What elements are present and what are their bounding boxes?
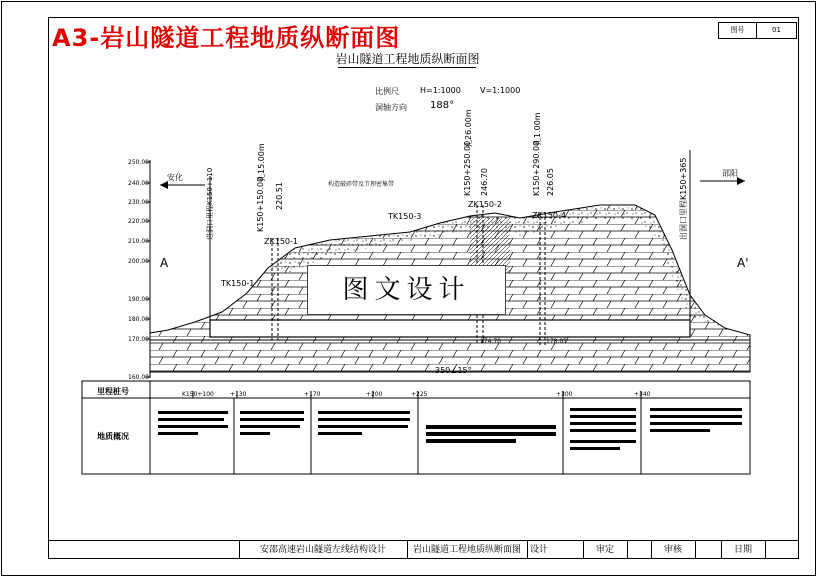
station-label: +225: [411, 391, 428, 398]
table-description-blocks: [158, 408, 742, 450]
direction-label: 洞轴方向: [375, 103, 407, 112]
elevation-label: 170.00: [128, 336, 149, 343]
title-block-project: 安邵高速岩山隧道左线结构设计: [259, 545, 386, 555]
scale-vertical: V=1:1000: [480, 86, 521, 95]
table-row-label-geology: 地质概况: [97, 432, 129, 441]
elevation-axis: [146, 160, 150, 378]
bh1-id: ZK150-1: [264, 237, 298, 246]
elevation-label: 220.00: [128, 218, 149, 225]
table-row-label-stations: 里程桩号: [97, 387, 129, 396]
bh2-depth: 孔26.00m: [464, 109, 473, 148]
direction-value: 188°: [430, 100, 455, 111]
station-label: +300: [556, 391, 573, 398]
scale-label: 比例尺: [375, 87, 399, 96]
sheet-title: A3-岩山隧道工程地质纵断面图: [52, 24, 401, 52]
elevation-label: 250.00: [128, 159, 149, 166]
drawing-title: 岩山隧道工程地质纵断面图: [335, 52, 480, 66]
fault-annotation: 构造破碎带及节理密集带: [328, 181, 395, 188]
scale-horizontal: H=1:1000: [420, 86, 461, 95]
station-label: +130: [230, 391, 247, 398]
watermark-stamp: 图文设计: [307, 265, 506, 315]
section-mark-right: A': [737, 256, 749, 270]
bh1-elev: 220.51: [275, 182, 284, 210]
bh1-station: K150+150.00: [256, 176, 265, 232]
station-label: +170: [304, 391, 321, 398]
bh2-id: ZK150-2: [468, 200, 502, 209]
station-label: +200: [366, 391, 383, 398]
direction-right: 邵阳: [722, 169, 738, 178]
dip-annotation: 350∠15°: [435, 366, 472, 375]
portal-left-label: 进洞口里程K150+110: [206, 167, 214, 240]
title-block: [48, 540, 799, 559]
direction-left: 安化: [167, 173, 183, 182]
bh3-station: K150+290.00: [532, 140, 541, 196]
title-block-review: 审核: [663, 545, 682, 555]
bh3-id: ZK150-4: [532, 211, 566, 220]
bh2-elev: 246.70: [480, 168, 489, 196]
sheet-number-value: 01: [772, 26, 781, 34]
elevation-label: 200.00: [128, 258, 149, 265]
elevation-label: 190.00: [128, 296, 149, 303]
station-label: K150+100: [182, 391, 214, 398]
station-label: +340: [634, 391, 651, 398]
bh3-elev: 226.05: [546, 168, 555, 196]
elevation-label: 240.00: [128, 180, 149, 187]
elev-annotation-a: 174.70: [480, 338, 501, 345]
elev-annotation-b: 178.05: [546, 338, 567, 345]
portal-right-label: 出洞口里程K150+365: [679, 157, 688, 240]
tk1-id: TK150-1: [221, 279, 255, 288]
bh1-depth: 孔15.00m: [257, 143, 266, 182]
elevation-label: 180.00: [128, 316, 149, 323]
bh2-station: K150+250.00: [463, 140, 472, 196]
title-block-check: 审定: [595, 545, 614, 555]
sheet-number-label: 图号: [719, 23, 757, 38]
title-block-drawing: 岩山隧道工程地质纵断面图: [412, 545, 521, 555]
tunnel-outline: [210, 320, 690, 337]
elevation-label: 160.00: [128, 374, 149, 381]
elevation-label: 210.00: [128, 238, 149, 245]
title-block-date: 日期: [733, 545, 752, 555]
tk3-id: TK150-3: [388, 212, 422, 221]
direction-arrows: [160, 177, 745, 189]
bh3-depth: 孔1.00m: [533, 112, 542, 146]
section-mark-left: A: [160, 256, 169, 270]
title-block-design: 设计: [529, 545, 548, 555]
elevation-label: 230.00: [128, 199, 149, 206]
